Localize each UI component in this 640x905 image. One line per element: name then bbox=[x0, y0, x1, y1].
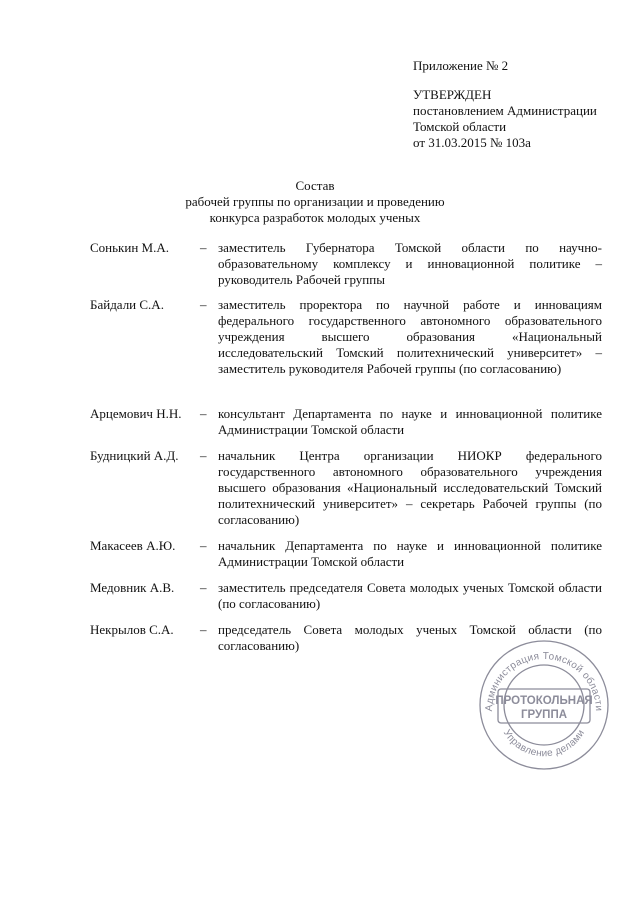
member-name: Байдали С.А. bbox=[90, 297, 164, 312]
member-position: председатель Совета молодых ученых Томской области (по согласованию) bbox=[218, 622, 602, 653]
member-position: консультант Департамента по науке и инновационной политике Администрации Томской области bbox=[218, 406, 602, 437]
member-dash: – bbox=[200, 622, 207, 637]
member-name: Макасеев А.Ю. bbox=[90, 538, 176, 553]
member-name: Будницкий А.Д. bbox=[90, 448, 179, 463]
member-name: Сонькин М.А. bbox=[90, 240, 169, 255]
member-dash: – bbox=[200, 448, 207, 463]
title-line: конкурса разработок молодых ученых bbox=[209, 210, 421, 225]
approval-line: от 31.03.2015 № 103а bbox=[413, 135, 531, 150]
title-line: Состав bbox=[295, 178, 335, 193]
appendix-label: Приложение № 2 bbox=[413, 58, 509, 73]
member-dash: – bbox=[200, 580, 207, 595]
stamp-seal bbox=[474, 635, 614, 775]
title-line: рабочей группы по организации и проведению bbox=[185, 194, 445, 209]
approval-line: Томской области bbox=[413, 119, 507, 134]
member-dash: – bbox=[200, 406, 207, 421]
approval-block bbox=[413, 87, 597, 151]
member-dash: – bbox=[200, 240, 207, 255]
approval-line: постановлением Администрации bbox=[413, 103, 597, 118]
member-name: Медовник А.В. bbox=[90, 580, 175, 595]
stamp-inner-text: ГРУППА bbox=[520, 709, 568, 721]
member-position: начальник Департамента по науке и инновационной политике Администрации Томской области bbox=[218, 538, 602, 569]
approval-title: УТВЕРЖДЕН bbox=[413, 87, 492, 102]
member-dash: – bbox=[200, 297, 207, 312]
member-position: заместитель председателя Совета молодых ученых Томской области (по согласованию) bbox=[218, 580, 602, 611]
member-position: заместитель Губернатора Томской области по научно-образовательному комплексу и инновационной политике – руководитель Рабочей группы bbox=[218, 240, 602, 287]
stamp-arc-text-top: Администрация Томской области bbox=[483, 650, 605, 712]
member-position: начальник Центра организации НИОКР федерального государственного автономного образовательного учреждения высшего образования «Национальный исследовательский Томский политехнический университет» – секретарь Рабочей группы (по согласованию) bbox=[218, 448, 602, 527]
stamp-arc-text-bottom: Управление делами bbox=[500, 727, 588, 760]
document-title bbox=[150, 178, 480, 226]
stamp-inner-text: ПРОТОКОЛЬНАЯ bbox=[495, 695, 593, 707]
member-name: Арцемович Н.Н. bbox=[90, 406, 182, 421]
member-position: заместитель проректора по научной работе и инновациям федерального государственного автономного образовательного учреждения высшего образования «Национальный исследовательский Томский политехнический университет» – заместитель руководителя Рабочей группы (по согласованию) bbox=[218, 297, 602, 376]
member-dash: – bbox=[200, 538, 207, 553]
member-name: Некрылов С.А. bbox=[90, 622, 174, 637]
